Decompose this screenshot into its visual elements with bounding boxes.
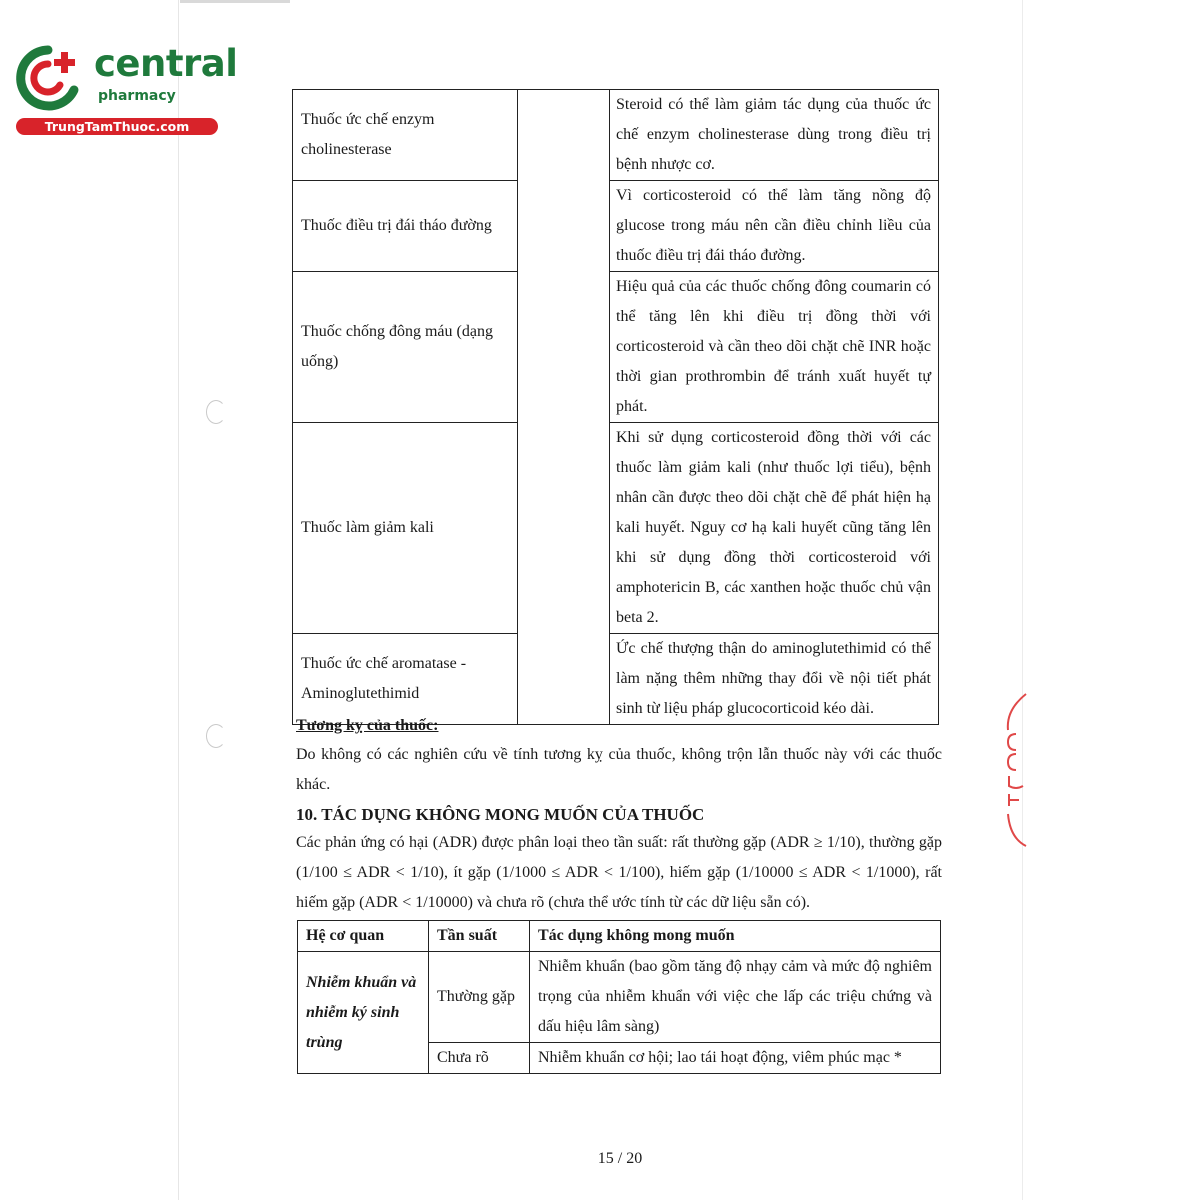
incompatibility-text: Do không có các nghiên cứu về tính tương kỵ của thuốc, không trộn lẫn thuốc này với các thuốc khác. [296, 746, 942, 793]
column-header: Hệ cơ quan [298, 921, 429, 952]
empty-cell [518, 181, 610, 272]
column-header: Tác dụng không mong muốn [530, 921, 941, 952]
page-number: 15 / 20 [597, 1150, 643, 1167]
drug-cell: Thuốc điều trị đái tháo đường [293, 181, 518, 272]
adr-intro-text: Các phản ứng có hại (ADR) được phân loại theo tần suất: rất thường gặp (ADR ≥ 1/10), thường gặp (1/100 ≤ ADR < 1/10), ít gặp (1/1000 ≤ ADR < 1/100), hiếm gặp (1/10000 ≤ ADR < 1/1000), rất hiếm gặp (ADR < 1/10000) và chưa rõ (chưa thể ước tính từ các dữ liệu sẵn có). [296, 834, 942, 911]
effect-cell: Ức chế thượng thận do aminoglutethimid có thể làm nặng thêm những thay đổi về nội tiết phát sinh từ liệu pháp glucocorticoid kéo dài. [610, 634, 939, 725]
drug-cell: Thuốc làm giảm kali [293, 423, 518, 634]
section-title: 10. TÁC DỤNG KHÔNG MONG MUỐN CỦA THUỐC [296, 805, 705, 824]
effect-cell: Nhiễm khuẩn cơ hội; lao tái hoạt động, viêm phúc mạc * [530, 1043, 941, 1074]
empty-cell [518, 90, 610, 181]
central-pharmacy-logo [8, 38, 238, 138]
frequency-cell: Chưa rõ [429, 1043, 530, 1074]
logo-brand-text: central [94, 42, 238, 85]
adr-table [297, 920, 941, 1074]
logo-sub-text: pharmacy [98, 88, 176, 104]
incompatibility-heading: Tương kỵ của thuốc: [296, 717, 439, 734]
drug-cell: Thuốc ức chế enzym cholinesterase [293, 90, 518, 181]
empty-cell [518, 272, 610, 423]
empty-cell [518, 634, 610, 725]
drug-interactions-table [292, 89, 939, 725]
page-edge [178, 0, 179, 1200]
effect-cell: Steroid có thể làm giảm tác dụng của thuốc ức chế enzym cholinesterase dùng trong điều trị bệnh nhược cơ. [610, 90, 939, 181]
empty-cell [518, 423, 610, 634]
column-header: Tần suất [429, 921, 530, 952]
page-edge [1022, 0, 1023, 1200]
table-row [293, 423, 939, 634]
table-row [293, 272, 939, 423]
scan-mark [180, 0, 290, 3]
table-row [293, 634, 939, 725]
effect-cell: Vì corticosteroid có thể làm tăng nồng độ glucose trong máu nên cần điều chỉnh liều của thuốc điều trị đái tháo đường. [610, 181, 939, 272]
table-row [293, 181, 939, 272]
frequency-cell: Thường gặp [429, 952, 530, 1043]
drug-cell: Thuốc chống đông máu (dạng uống) [293, 272, 518, 423]
logo-url[interactable]: TrungTamThuoc.com [16, 118, 218, 135]
pharmacy-cross-logo-icon [8, 38, 88, 118]
effect-cell: Nhiễm khuẩn (bao gồm tăng độ nhạy cảm và mức độ nghiêm trọng của nhiễm khuẩn với việc che lấp các triệu chứng và dấu hiệu lâm sàng) [530, 952, 941, 1043]
table-row [298, 952, 941, 1043]
drug-cell: Thuốc ức chế aromatase - Aminoglutethimid [293, 634, 518, 725]
stamp-mark [1004, 690, 1028, 850]
effect-cell: Khi sử dụng corticosteroid đồng thời với các thuốc làm giảm kali (như thuốc lợi tiểu), bệnh nhân cần được theo dõi chặt chẽ để phát hiện hạ kali huyết. Nguy cơ hạ kali huyết cũng tăng lên khi sử dụng đồng thời corticosteroid với amphotericin B, các xanthen hoặc thuốc chủ vận beta 2. [610, 423, 939, 634]
table-header-row [298, 921, 941, 952]
table-row [293, 90, 939, 181]
punch-hole [206, 724, 226, 748]
organ-system-cell: Nhiễm khuẩn và nhiễm ký sinh trùng [298, 952, 429, 1074]
punch-hole [206, 400, 226, 424]
effect-cell: Hiệu quả của các thuốc chống đông coumarin có thể tăng lên khi điều trị đồng thời với corticosteroid và cần theo dõi chặt chẽ INR hoặc thời gian prothrombin để tránh xuất huyết tự phát. [610, 272, 939, 423]
